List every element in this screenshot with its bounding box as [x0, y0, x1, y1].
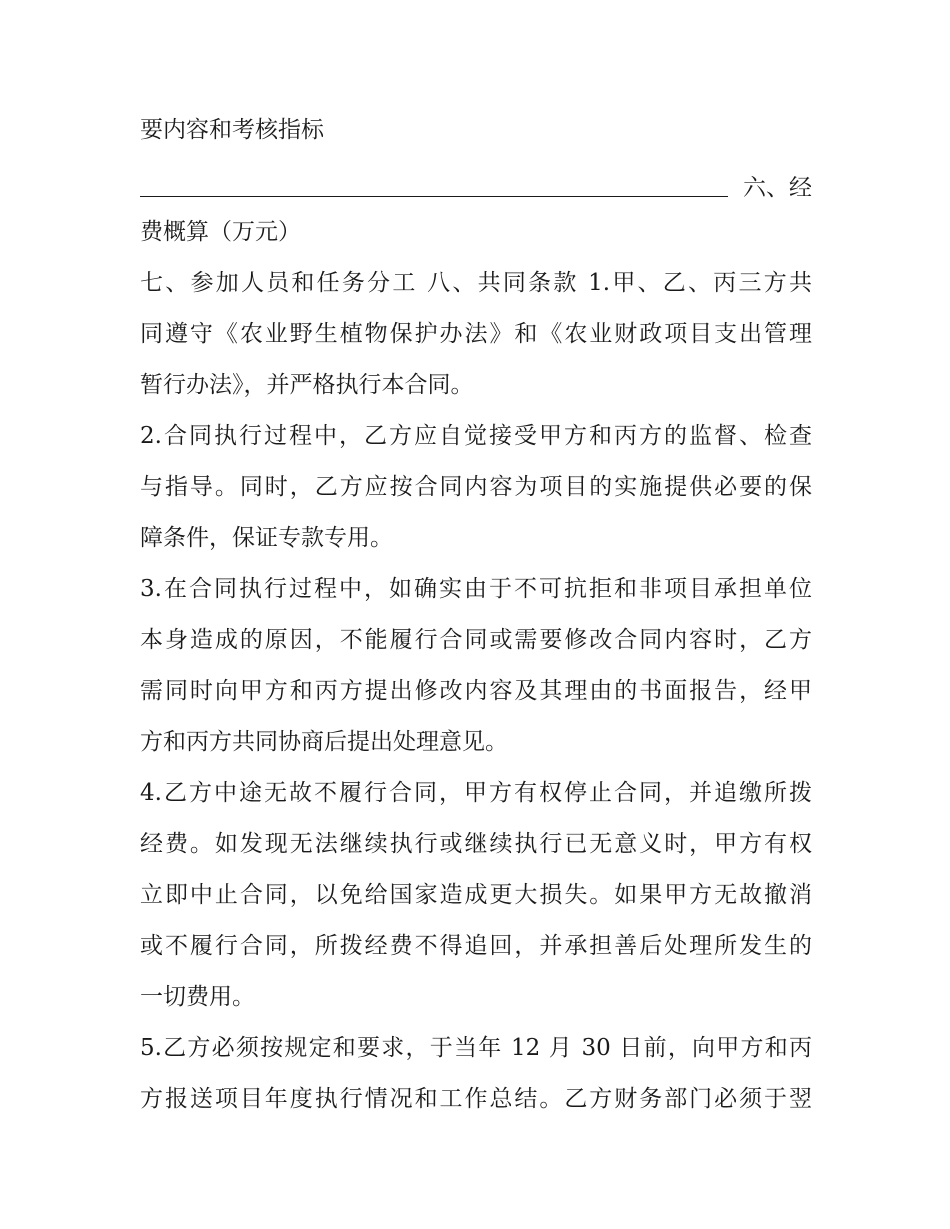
text-line: 本身造成的原因，不能履行合同或需要修改合同内容时，乙方 — [140, 627, 812, 653]
document-body — [140, 108, 812, 1128]
text-line: 与指导。同时，乙方应按合同内容为项目的实施提供必要的保 — [140, 474, 812, 500]
text-line: 一切费用。 — [140, 984, 255, 1010]
text-line: 4.乙方中途无故不履行合同，甲方有权停止合同，并追缴所拨 — [140, 780, 812, 806]
text-line: 2.合同执行过程中，乙方应自觉接受甲方和丙方的监督、检查 — [140, 423, 812, 449]
text-line: 七、参加人员和任务分工 八、共同条款 1.甲、乙、丙三方共 — [140, 270, 812, 296]
text-line: 需同时向甲方和丙方提出修改内容及其理由的书面报告，经甲 — [140, 678, 812, 704]
blank-underline — [140, 196, 728, 197]
text-line: 费概算（万元） — [140, 219, 301, 245]
text-line: 方报送项目年度执行情况和工作总结。乙方财务部门必须于翌 — [140, 1086, 812, 1112]
text-line: 经费。如发现无法继续执行或继续执行已无意义时，甲方有权 — [140, 831, 812, 857]
text-line: 六、经 — [743, 175, 812, 201]
text-line: 立即中止合同，以免给国家造成更大损失。如果甲方无故撤消 — [140, 882, 812, 908]
text-line: 障条件，保证专款专用。 — [140, 525, 393, 551]
text-line: 同遵守《农业野生植物保护办法》和《农业财政项目支出管理 — [140, 321, 812, 347]
text-line: 5.乙方必须按规定和要求，于当年 12 月 30 日前，向甲方和丙 — [140, 1035, 812, 1061]
text-line: 方和丙方共同协商后提出处理意见。 — [140, 729, 508, 755]
text-line: 或不履行合同，所拨经费不得追回，并承担善后处理所发生的 — [140, 933, 812, 959]
fill-in-blank-row — [140, 159, 812, 210]
text-line: 要内容和考核指标 — [140, 117, 324, 143]
text-line: 3.在合同执行过程中，如确实由于不可抗拒和非项目承担单位 — [140, 576, 812, 602]
text-line: 暂行办法》，并严格执行本合同。 — [140, 372, 474, 398]
